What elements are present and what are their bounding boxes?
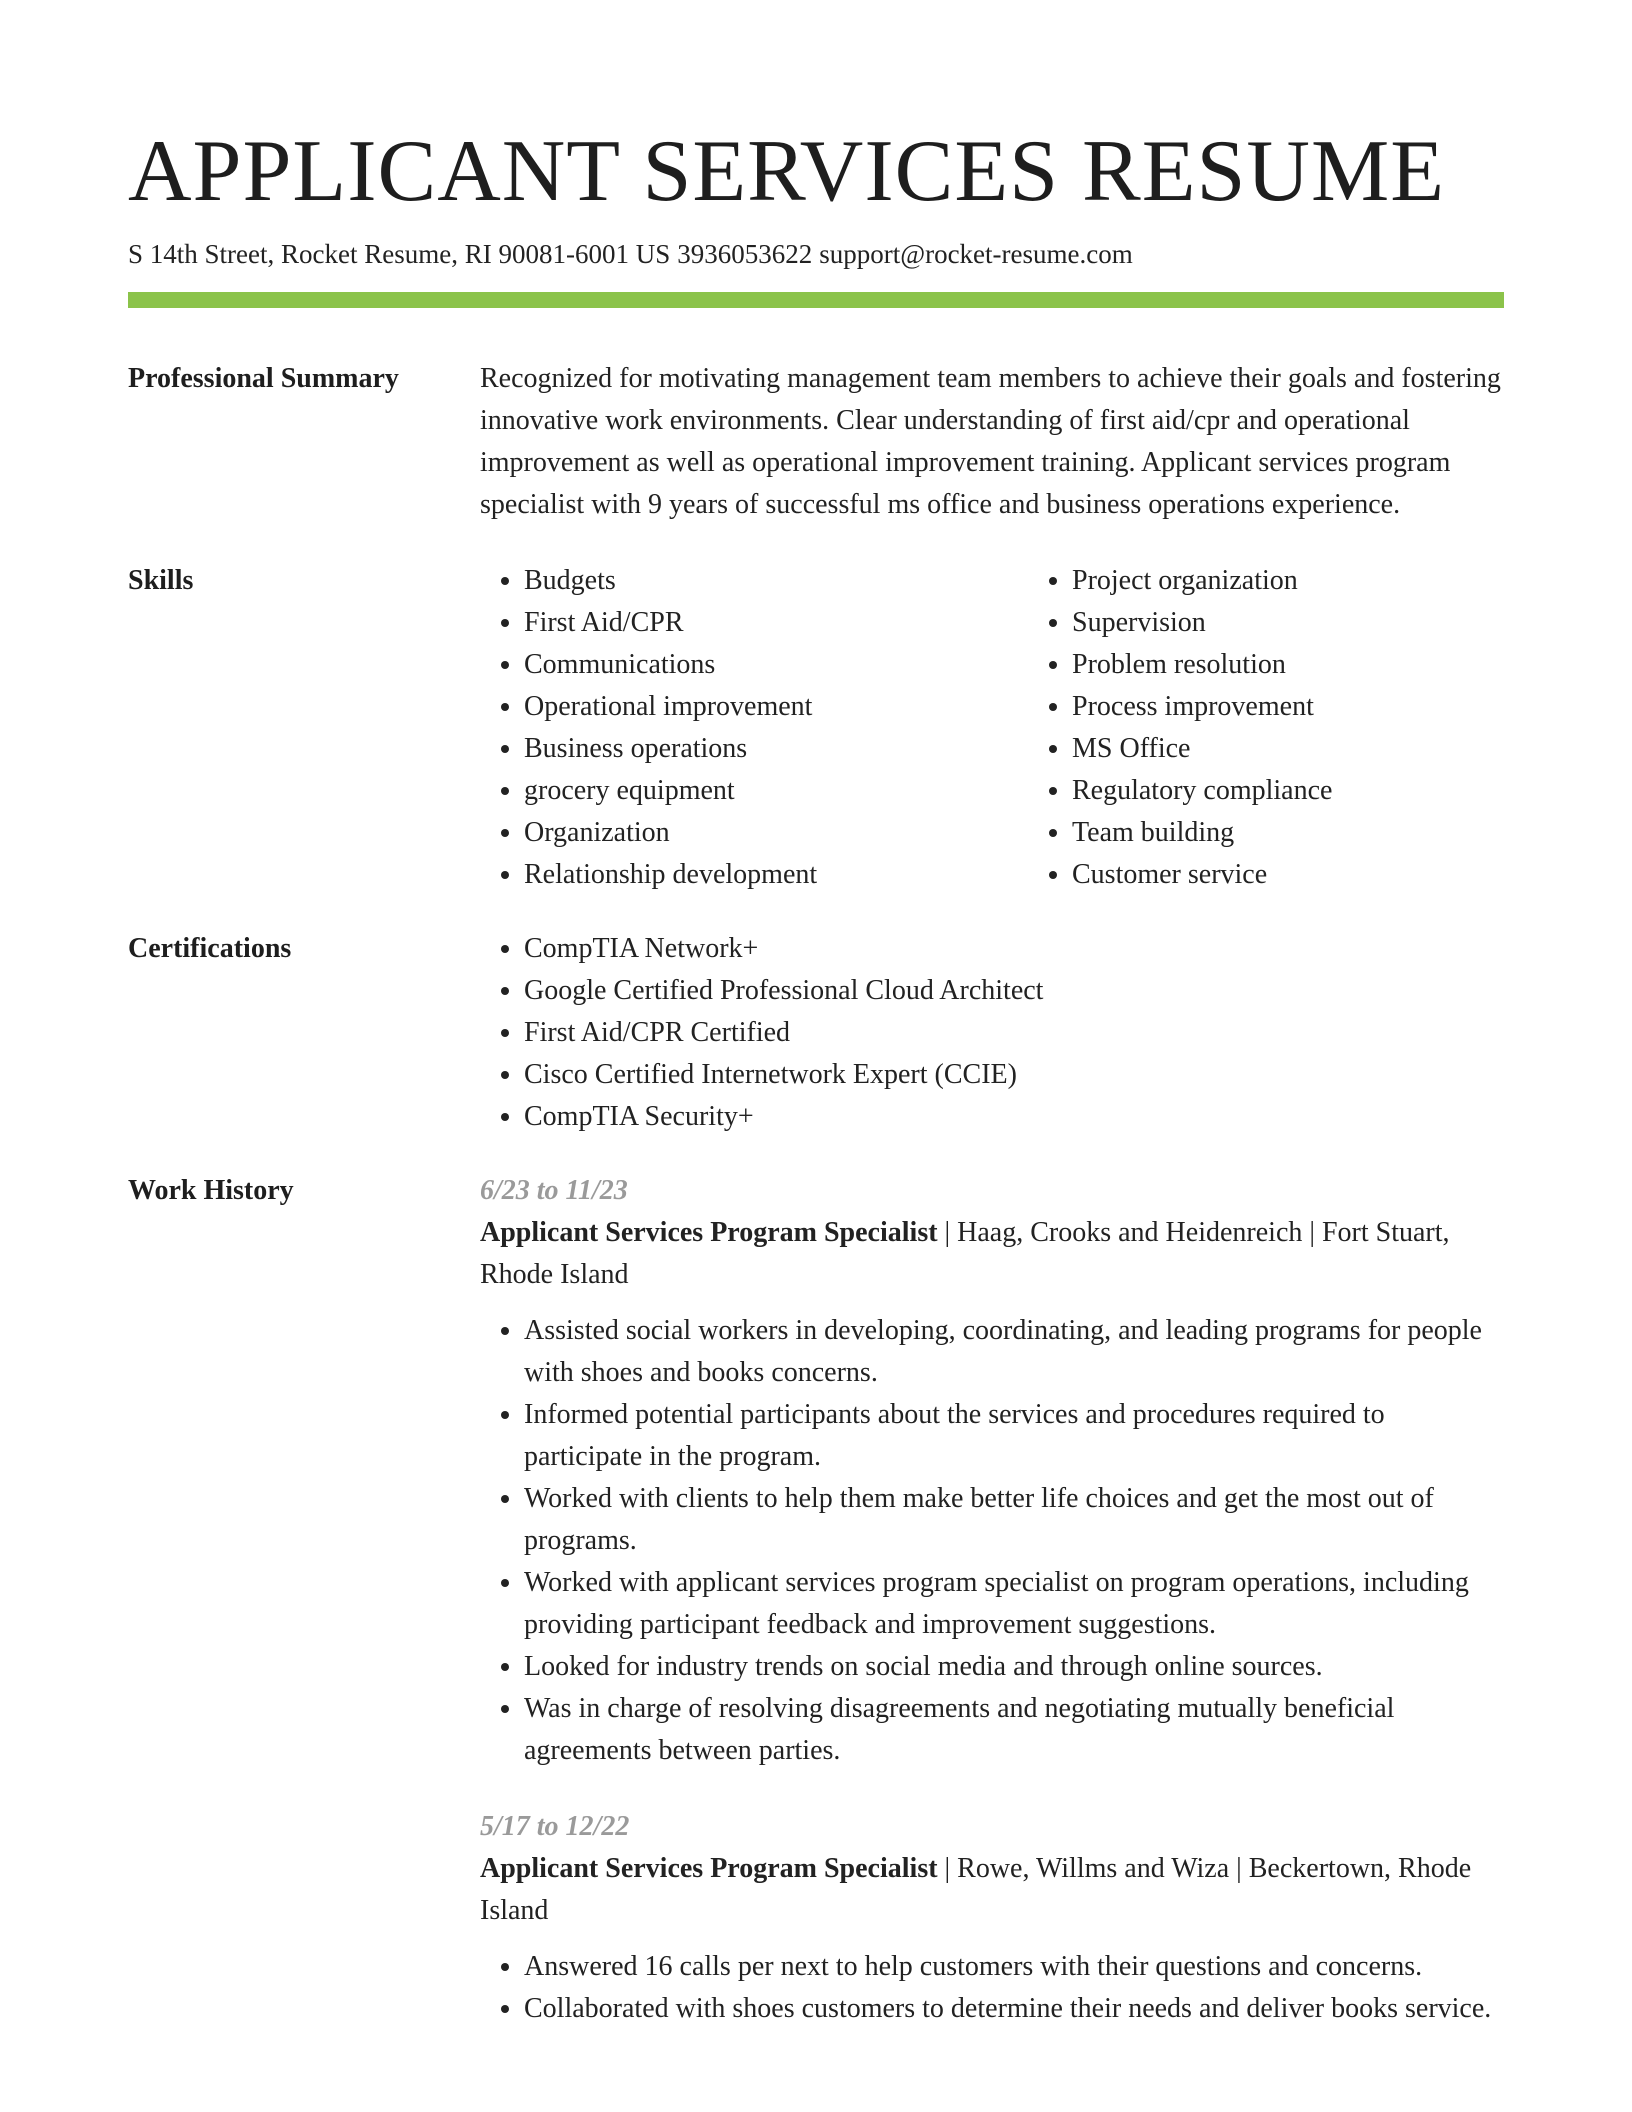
skill-item: • Operational improvement: [524, 686, 1028, 728]
skills-heading: Skills: [128, 565, 194, 596]
job-bullet: • Looked for industry trends on social media and through online sources.: [524, 1646, 1504, 1688]
certifications-body: [480, 928, 1504, 1138]
skill-item: • Organization: [524, 812, 1028, 854]
job-bullet: • Assisted social workers in developing, coordinating, and leading programs for people with shoes and books concerns.: [524, 1310, 1504, 1394]
address: S 14th Street, Rocket Resume, RI 90081-6001 US: [128, 239, 671, 269]
job-entry: [480, 1170, 1504, 1772]
skills-list: [480, 560, 1504, 896]
summary-heading: Professional Summary: [128, 363, 399, 394]
job-title: Applicant Services Program Specialist: [480, 1853, 938, 1884]
certifications-section: [128, 928, 1504, 1138]
skills-column-right: [1028, 560, 1576, 896]
job-entry: [480, 1806, 1504, 2030]
skills-column-left: [480, 560, 1028, 896]
certification-item: • CompTIA Security+: [524, 1096, 1504, 1138]
skill-item: • MS Office: [1072, 728, 1576, 770]
work-history-section: [128, 1170, 1504, 2030]
skill-item: • Process improvement: [1072, 686, 1576, 728]
job-details: | Rowe, Willms and Wiza | Beckertown, Rhode Island: [480, 1853, 1472, 1926]
job-dates: 6/23 to 11/23: [480, 1175, 628, 1206]
contact-line: [128, 236, 1504, 272]
skill-item: • Business operations: [524, 728, 1028, 770]
job-heading: [480, 1848, 1504, 1932]
certification-item: • CompTIA Network+: [524, 928, 1504, 970]
job-dates: 5/17 to 12/22: [480, 1811, 630, 1842]
skill-item: • Communications: [524, 644, 1028, 686]
work-history-body: [480, 1170, 1504, 2030]
skill-item: • Customer service: [1072, 854, 1576, 896]
job-details: | Haag, Crooks and Heidenreich | Fort Stuart, Rhode Island: [480, 1217, 1450, 1290]
skill-item: • Regulatory compliance: [1072, 770, 1576, 812]
job-bullet: • Answered 16 calls per next to help customers with their questions and concerns.: [524, 1946, 1504, 1988]
skill-item: • Team building: [1072, 812, 1576, 854]
email: support@rocket-resume.com: [819, 239, 1133, 269]
job-title: Applicant Services Program Specialist: [480, 1217, 938, 1248]
job-bullet: • Informed potential participants about the services and procedures required to participate in the program.: [524, 1394, 1504, 1478]
job-bullet: • Was in charge of resolving disagreements and negotiating mutually beneficial agreements between parties.: [524, 1688, 1504, 1772]
job-bullets: [480, 1310, 1504, 1772]
job-bullet: • Collaborated with shoes customers to determine their needs and deliver books service.: [524, 1988, 1504, 2030]
job-bullet: • Worked with clients to help them make better life choices and get the most out of programs.: [524, 1478, 1504, 1562]
certification-item: • Cisco Certified Internetwork Expert (CCIE): [524, 1054, 1504, 1096]
skill-item: • Project organization: [1072, 560, 1576, 602]
job-heading: [480, 1212, 1504, 1296]
summary-text: Recognized for motivating management team members to achieve their goals and fostering innovative work environments. Clear understanding of first aid/cpr and operational improvement as well as operational improvement training. Applicant services program specialist with 9 years of successful ms office and business operations experience.: [480, 363, 1501, 520]
work-history-heading: Work History: [128, 1175, 294, 1206]
phone: 3936053622: [677, 239, 813, 269]
job-bullet: • Worked with applicant services program specialist on program operations, including providing participant feedback and improvement suggestions.: [524, 1562, 1504, 1646]
skill-item: • First Aid/CPR: [524, 602, 1028, 644]
certification-item: • Google Certified Professional Cloud Architect: [524, 970, 1504, 1012]
skill-item: • grocery equipment: [524, 770, 1028, 812]
skills-section: [128, 560, 1504, 896]
skill-item: • Supervision: [1072, 602, 1576, 644]
page-title: APPLICANT SERVICES RESUME: [128, 123, 1445, 220]
certifications-list: [480, 928, 1504, 1138]
job-bullets: [480, 1946, 1504, 2030]
certifications-heading: Certifications: [128, 933, 292, 964]
accent-divider: [128, 292, 1504, 308]
skill-item: • Relationship development: [524, 854, 1028, 896]
summary-section: [128, 358, 1504, 526]
certification-item: • First Aid/CPR Certified: [524, 1012, 1504, 1054]
skill-item: • Problem resolution: [1072, 644, 1576, 686]
skill-item: • Budgets: [524, 560, 1028, 602]
resume-page: [128, 0, 1504, 2030]
